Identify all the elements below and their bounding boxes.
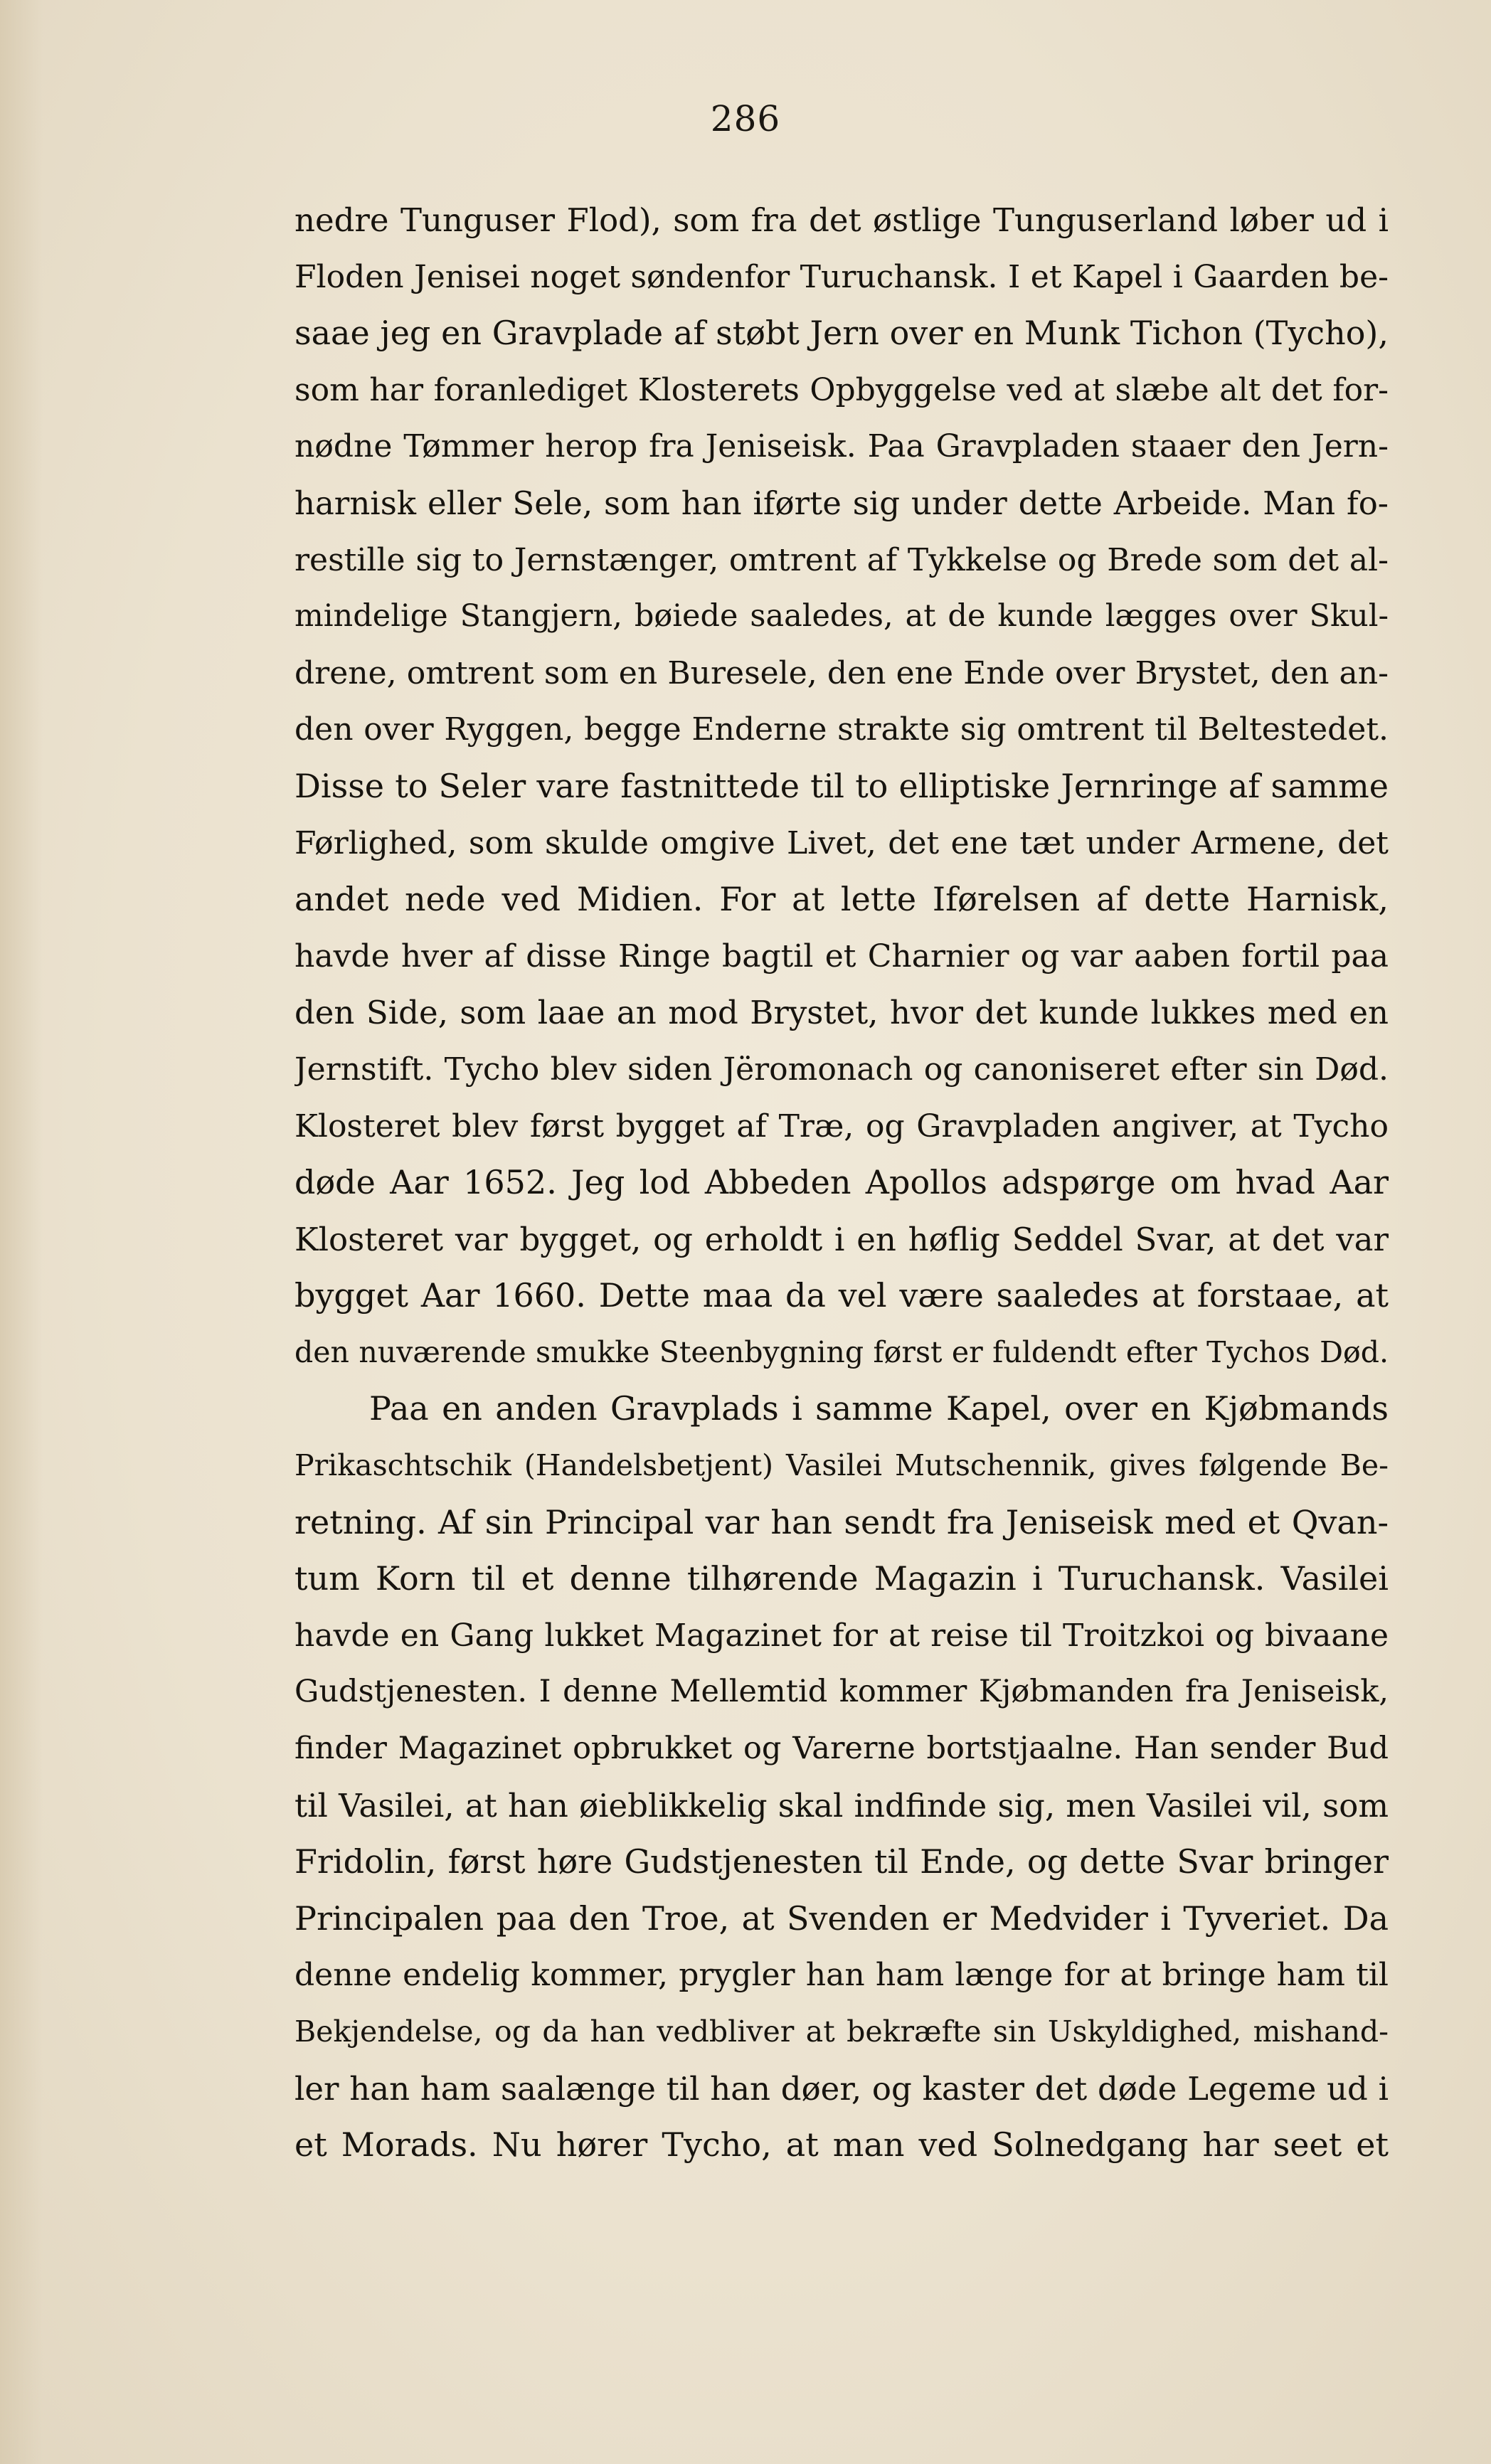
paragraph-end-line: den nuværende smukke Steenbygning først er fuldendt efter Tychos Død.	[295, 1334, 1389, 1369]
text-line: denne endelig kommer, prygler han ham længe for at bringe ham til	[295, 1957, 1389, 1994]
text-line: havde hver af disse Ringe bagtil et Charnier og var aaben fortil paa	[295, 938, 1389, 975]
text-line: restille sig to Jernstænger, omtrent af Tykkelse og Brede som det al-	[295, 541, 1389, 578]
text-line: drene, omtrent som en Buresele, den ene Ende over Brystet, den an-	[295, 654, 1389, 691]
text-line: Klosteret var bygget, og erholdt i en høflig Seddel Svar, at det var	[295, 1220, 1389, 1258]
text-line: finder Magazinet opbrukket og Varerne bortstjaalne. Han sender Bud	[295, 1731, 1389, 1767]
text-line: saae jeg en Gravplade af støbt Jern over en Munk Tichon (Tycho),	[295, 314, 1389, 353]
text-line: til Vasilei, at han øieblikkelig skal indfinde sig, men Vasilei vil, som	[295, 1786, 1389, 1825]
text-line: havde en Gang lukket Magazinet for at reise til Troitzkoi og bivaane	[295, 1617, 1389, 1654]
text-line: ler han ham saalænge til han døer, og kaster det døde Legeme ud i	[295, 2069, 1389, 2108]
text-line: nedre Tunguser Flod), som fra det østlige Tunguserland løber ud i	[295, 201, 1389, 239]
text-line: døde Aar 1652. Jeg lod Abbeden Apollos adspørge om hvad Aar	[295, 1163, 1389, 1202]
text-line: Jernstift. Tycho blev siden Jëromonach og canoniseret efter sin Død.	[295, 1051, 1389, 1088]
text-line: den Side, som laae an mod Brystet, hvor det kunde lukkes med en	[295, 994, 1389, 1032]
text-line: harnisk eller Sele, som han iførte sig under dette Arbeide. Man fo-	[295, 484, 1389, 522]
text-line: et Morads. Nu hører Tycho, at man ved Solnedgang har seet et	[295, 2125, 1389, 2165]
text-line: Prikaschtschik (Handelsbetjent) Vasilei Mutschennik, gives følgende Be-	[295, 1448, 1389, 1483]
text-line: tum Korn til et denne tilhørende Magazin i Turuchansk. Vasilei	[295, 1559, 1389, 1598]
paragraph-start-line: Paa en anden Gravplads i samme Kapel, over en Kjøbmands	[369, 1389, 1389, 1428]
page-gutter-shadow	[0, 0, 43, 2464]
text-line: Principalen paa den Troe, at Svenden er Medvider i Tyveriet. Da	[295, 1899, 1389, 1938]
body-text	[295, 192, 1389, 2174]
text-line: Disse to Seler vare fastnittede til to elliptiske Jernringe af samme	[295, 766, 1389, 805]
text-line: Floden Jenisei noget søndenfor Turuchansk. I et Kapel i Gaarden be-	[295, 258, 1389, 295]
text-line: bygget Aar 1660. Dette maa da vel være saaledes at forstaae, at	[295, 1276, 1389, 1315]
text-line: den over Ryggen, begge Enderne strakte sig omtrent til Beltestedet.	[295, 711, 1389, 748]
text-line: andet nede ved Midien. For at lette Iførelsen af dette Harnisk,	[295, 880, 1389, 919]
text-line: nødne Tømmer herop fra Jeniseisk. Paa Gravpladen staaer den Jern-	[295, 428, 1389, 465]
page-number: 286	[710, 98, 781, 139]
text-line: retning. Af sin Principal var han sendt fra Jeniseisk med et Qvan-	[295, 1502, 1389, 1541]
text-line: Bekjendelse, og da han vedbliver at bekræfte sin Uskyldighed, mishand-	[295, 2014, 1389, 2049]
text-line: mindelige Stangjern, bøiede saaledes, at de kunde lægges over Skul-	[295, 598, 1389, 634]
text-line: Gudstjenesten. I denne Mellemtid kommer Kjøbmanden fra Jeniseisk,	[295, 1674, 1389, 1710]
text-line: som har foranlediget Klosterets Opbyggelse ved at slæbe alt det for-	[295, 371, 1389, 408]
text-line: Fridolin, først høre Gudstjenesten til Ende, og dette Svar bringer	[295, 1842, 1389, 1881]
text-line: Klosteret blev først bygget af Træ, og Gravpladen angiver, at Tycho	[295, 1108, 1389, 1145]
text-line: Førlighed, som skulde omgive Livet, det ene tæt under Armene, det	[295, 824, 1389, 861]
